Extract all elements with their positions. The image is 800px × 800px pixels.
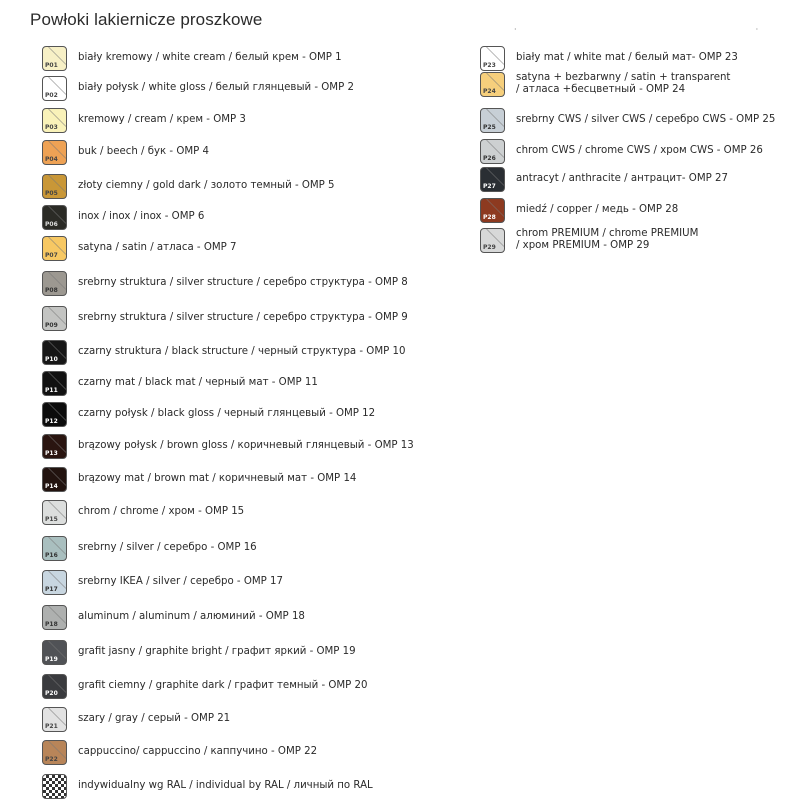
swatch-code: P07 — [45, 251, 58, 259]
color-swatch — [42, 640, 67, 665]
color-swatch — [42, 774, 67, 799]
color-label-line: cappuccino/ cappuccino / каппучино - OMP 22 — [78, 746, 318, 757]
color-label-line: brązowy połysk / brown gloss / коричневый глянцевый - OMP 13 — [78, 440, 414, 451]
color-swatch — [42, 402, 67, 427]
color-swatch — [480, 167, 505, 192]
swatch-code: P16 — [45, 551, 58, 559]
color-swatch — [42, 236, 67, 261]
color-label-line: grafit ciemny / graphite dark / графит темный - OMP 20 — [78, 680, 368, 691]
color-label — [78, 277, 408, 289]
color-label — [516, 114, 775, 126]
color-label-line: czarny struktura / black structure / черный структура - OMP 10 — [78, 346, 406, 357]
color-label-line: antracyt / anthracite / антрацит- OMP 27 — [516, 173, 728, 184]
color-label — [78, 506, 244, 518]
color-swatch — [42, 707, 67, 732]
color-label — [78, 611, 305, 623]
color-swatch — [42, 371, 67, 396]
color-label — [78, 180, 335, 192]
swatch-code: P28 — [483, 213, 496, 221]
color-option-p17 — [42, 568, 283, 596]
color-label-line-2: / атласа +бесцветный - OMP 24 — [516, 84, 686, 95]
color-label — [78, 680, 368, 692]
color-swatch — [42, 674, 67, 699]
color-label — [78, 146, 209, 158]
color-label — [78, 242, 237, 254]
color-label — [78, 114, 246, 126]
color-swatch — [480, 46, 505, 71]
color-option-p16 — [42, 534, 257, 562]
color-swatch — [42, 740, 67, 765]
color-option-p06 — [42, 203, 204, 231]
swatch-code: P13 — [45, 449, 58, 457]
swatch-code: P27 — [483, 182, 496, 190]
swatch-code: P14 — [45, 482, 58, 490]
color-label — [78, 211, 204, 223]
color-label-line: aluminum / aluminum / алюминий - OMP 18 — [78, 611, 305, 622]
color-swatch — [42, 306, 67, 331]
color-label-line: srebrny IKEA / silver / серебро - OMP 17 — [78, 576, 283, 587]
swatch-code: P21 — [45, 722, 58, 730]
color-label — [516, 228, 698, 252]
color-label — [78, 52, 342, 64]
swatch-code: P04 — [45, 155, 58, 163]
color-label-line: satyna + bezbarwny / satin + transparent — [516, 72, 731, 83]
color-swatch — [480, 139, 505, 164]
swatch-code: P06 — [45, 220, 58, 228]
swatch-code: P18 — [45, 620, 58, 628]
color-label — [78, 780, 373, 792]
swatch-code: P22 — [45, 755, 58, 763]
color-swatch — [42, 536, 67, 561]
swatch-code: P02 — [45, 91, 58, 99]
color-label-line: srebrny struktura / silver structure / серебро структура - OMP 9 — [78, 312, 408, 323]
color-label-line: biały połysk / white gloss / белый глянцевый - OMP 2 — [78, 82, 354, 93]
color-option-p18 — [42, 603, 305, 631]
color-label-line: satyna / satin / атласа - OMP 7 — [78, 242, 237, 253]
color-option-p29 — [480, 226, 698, 254]
color-option-p21 — [42, 705, 230, 733]
color-option-p28 — [480, 196, 678, 224]
color-label — [516, 52, 738, 64]
color-option-p20 — [42, 672, 368, 700]
color-swatch — [42, 46, 67, 71]
color-label-line: szary / gray / серый - OMP 21 — [78, 713, 231, 724]
color-label — [78, 346, 405, 358]
color-label-line: grafit jasny / graphite bright / графит яркий - OMP 19 — [78, 646, 356, 657]
swatch-code: P09 — [45, 321, 58, 329]
color-option-p19 — [42, 638, 356, 666]
swatch-code: P17 — [45, 585, 58, 593]
color-label — [78, 576, 283, 588]
swatch-code: P29 — [483, 243, 496, 251]
swatch-code: P12 — [45, 417, 58, 425]
color-label-line: biały kremowy / white cream / белый крем - OMP 1 — [78, 52, 342, 63]
color-label-line: srebrny CWS / silver CWS / серебро CWS - OMP 25 — [516, 114, 776, 125]
color-label-line: miedź / copper / медь - OMP 28 — [516, 204, 679, 215]
color-label-line: srebrny struktura / silver structure / серебро структура - OMP 8 — [78, 277, 408, 288]
color-option-p25 — [480, 106, 775, 134]
color-label — [516, 204, 678, 216]
separator-dots: · · — [514, 25, 759, 34]
color-option-p02 — [42, 74, 354, 102]
color-option-p11 — [42, 369, 318, 397]
color-label-line: czarny połysk / black gloss / черный глянцевый - OMP 12 — [78, 408, 376, 419]
color-label — [78, 542, 257, 554]
swatch-code: P10 — [45, 355, 58, 363]
color-label-line: chrom CWS / chrome CWS / хром CWS - OMP 26 — [516, 145, 763, 156]
swatch-code: P15 — [45, 515, 58, 523]
color-option-p22 — [42, 738, 317, 766]
color-label — [78, 408, 375, 420]
color-option-p15 — [42, 498, 244, 526]
page-title: Powłoki lakiernicze proszkowe — [30, 10, 263, 29]
color-option-p14 — [42, 465, 356, 493]
color-label-line: czarny mat / black mat / черный мат - OMP 11 — [78, 377, 318, 388]
color-label — [516, 72, 730, 96]
color-swatch — [42, 174, 67, 199]
color-option-p27 — [480, 165, 728, 193]
color-swatch — [42, 76, 67, 101]
swatch-code: P25 — [483, 123, 496, 131]
color-swatch — [480, 198, 505, 223]
color-swatch — [480, 228, 505, 253]
color-swatch — [42, 605, 67, 630]
color-option-p04 — [42, 138, 209, 166]
color-label-line: indywidualny wg RAL / individual by RAL / личный по RAL — [78, 780, 373, 791]
color-label-line-2: / хром PREMIUM - OMP 29 — [516, 240, 650, 251]
swatch-code: P24 — [483, 87, 496, 95]
color-label-line: złoty ciemny / gold dark / золото темный - OMP 5 — [78, 180, 335, 191]
color-option-p03 — [42, 106, 246, 134]
color-option-p09 — [42, 304, 408, 332]
color-label — [78, 646, 356, 658]
color-option-ral — [42, 772, 373, 800]
swatch-code: P08 — [45, 286, 58, 294]
color-option-p07 — [42, 234, 237, 262]
swatch-code: P20 — [45, 689, 58, 697]
color-label — [78, 440, 414, 452]
color-swatch — [42, 140, 67, 165]
color-swatch — [42, 340, 67, 365]
color-option-p10 — [42, 338, 405, 366]
swatch-code: P11 — [45, 386, 58, 394]
color-label — [516, 173, 728, 185]
color-label-line: kremowy / cream / крем - OMP 3 — [78, 114, 246, 125]
color-swatch — [480, 72, 505, 97]
color-option-p01 — [42, 44, 342, 72]
color-option-p05 — [42, 172, 335, 200]
color-label-line: inox / inox / inox - OMP 6 — [78, 211, 205, 222]
color-label — [516, 145, 763, 157]
color-option-p23 — [480, 44, 738, 72]
color-label — [78, 82, 354, 94]
color-label-line: chrom PREMIUM / chrome PREMIUM — [516, 228, 699, 239]
color-label-line: chrom / chrome / хром - OMP 15 — [78, 506, 245, 517]
color-swatch — [42, 108, 67, 133]
color-label — [78, 473, 356, 485]
color-swatch — [42, 205, 67, 230]
color-swatch — [42, 570, 67, 595]
color-label — [78, 746, 317, 758]
color-swatch — [42, 434, 67, 459]
swatch-code: P23 — [483, 61, 496, 69]
swatch-code: P01 — [45, 61, 58, 69]
swatch-code: P19 — [45, 655, 58, 663]
swatch-code: P03 — [45, 123, 58, 131]
color-label-line: brązowy mat / brown mat / коричневый мат - OMP 14 — [78, 473, 357, 484]
color-label — [78, 713, 230, 725]
color-swatch — [480, 108, 505, 133]
color-option-p08 — [42, 269, 408, 297]
color-option-p12 — [42, 400, 375, 428]
color-label-line: buk / beech / бук - OMP 4 — [78, 146, 209, 157]
color-option-p13 — [42, 432, 414, 460]
color-label — [78, 377, 318, 389]
color-option-p26 — [480, 137, 763, 165]
color-label-line: biały mat / white mat / белый мат- OMP 23 — [516, 52, 738, 63]
color-label-line: srebrny / silver / серебро - OMP 16 — [78, 542, 257, 553]
swatch-code: P05 — [45, 189, 58, 197]
swatch-code: P26 — [483, 154, 496, 162]
color-swatch — [42, 271, 67, 296]
color-label — [78, 312, 408, 324]
color-swatch — [42, 467, 67, 492]
color-option-p24 — [480, 70, 730, 98]
color-swatch — [42, 500, 67, 525]
